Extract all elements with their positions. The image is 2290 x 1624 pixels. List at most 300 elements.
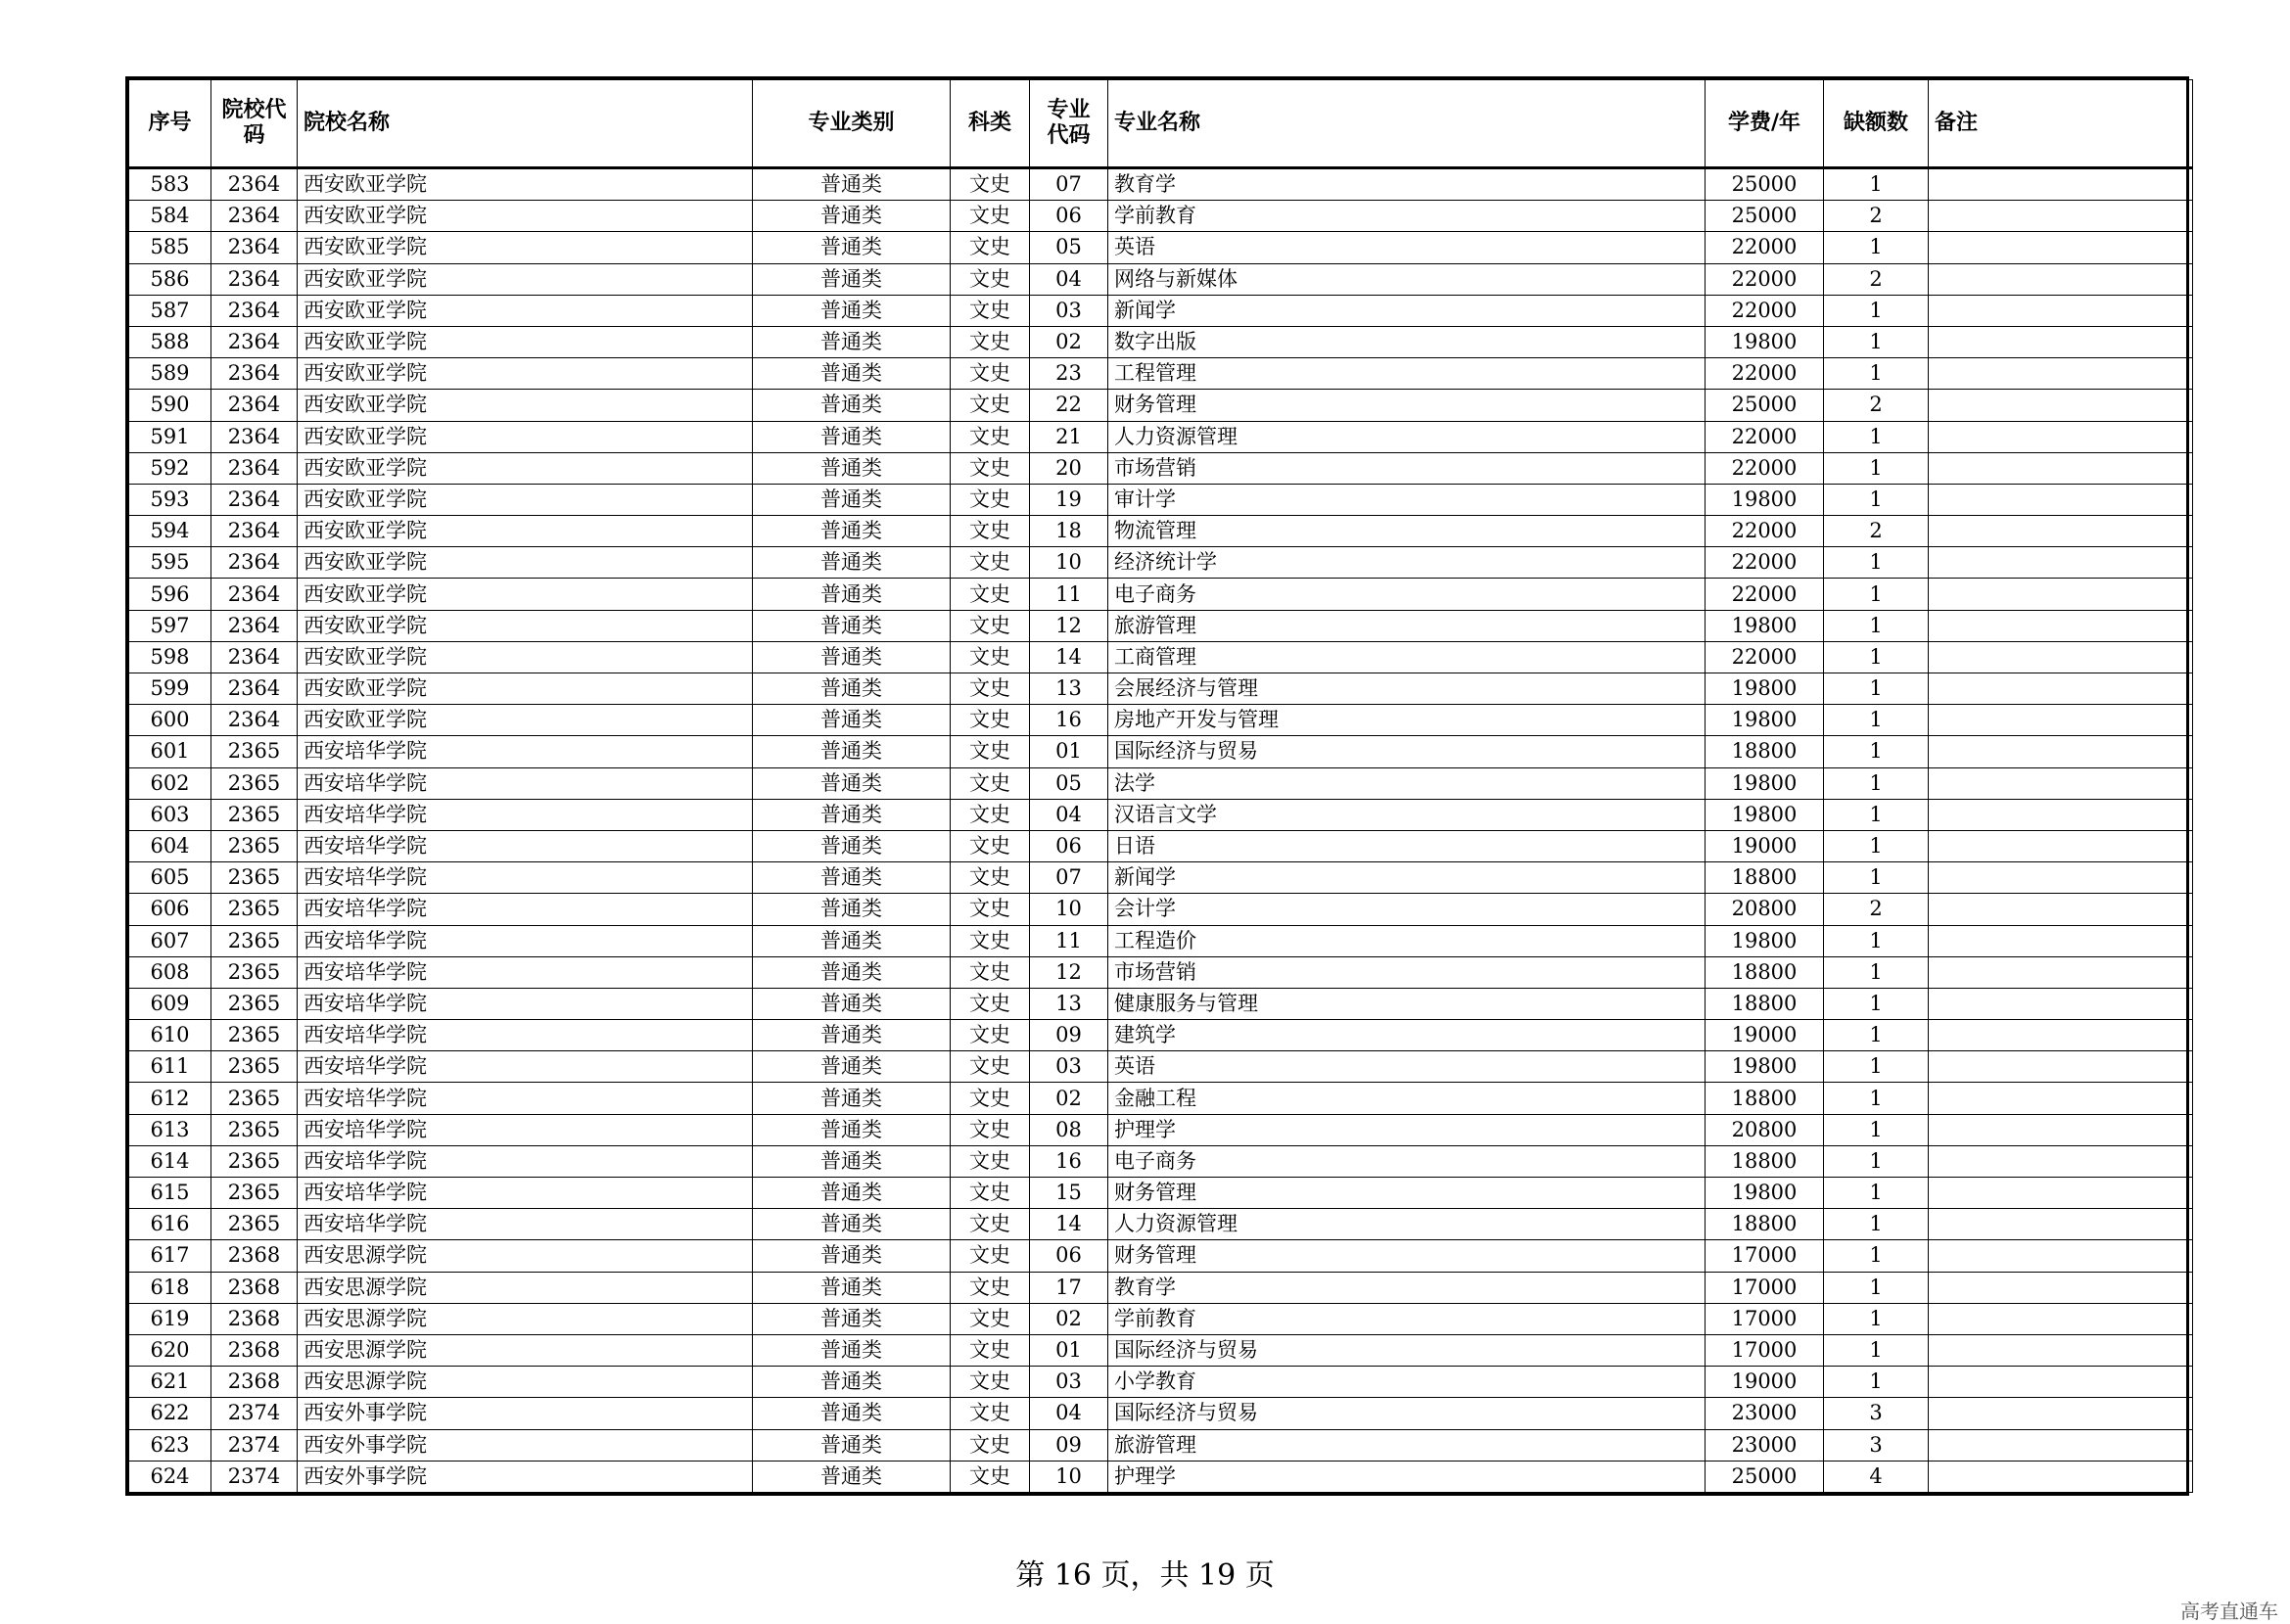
- cell-category: 普通类: [753, 358, 951, 390]
- cell-subject: 文史: [951, 201, 1030, 232]
- cell-major-name: 国际经济与贸易: [1108, 1398, 1706, 1429]
- header-subject: 科类: [951, 80, 1030, 168]
- cell-school-name: 西安欧亚学院: [298, 516, 753, 547]
- cell-major-code: 13: [1030, 988, 1108, 1019]
- table-row: [129, 452, 2193, 484]
- cell-tuition: 20800: [1706, 1114, 1824, 1145]
- cell-note: [1929, 925, 2193, 956]
- cell-major-name: 护理学: [1108, 1461, 1706, 1492]
- cell-school-name: 西安培华学院: [298, 894, 753, 925]
- cell-major-code: 03: [1030, 1051, 1108, 1083]
- cell-subject: 文史: [951, 390, 1030, 421]
- cell-tuition: 19800: [1706, 767, 1824, 799]
- cell-major-name: 健康服务与管理: [1108, 988, 1706, 1019]
- cell-subject: 文史: [951, 1272, 1030, 1303]
- cell-school-code: 2364: [211, 673, 298, 705]
- cell-seq: 624: [129, 1461, 211, 1492]
- cell-school-code: 2364: [211, 516, 298, 547]
- cell-subject: 文史: [951, 988, 1030, 1019]
- cell-seq: 591: [129, 421, 211, 452]
- header-major-name: 专业名称: [1108, 80, 1706, 168]
- cell-major-name: 旅游管理: [1108, 610, 1706, 641]
- cell-tuition: 19800: [1706, 1178, 1824, 1209]
- table-row: [129, 547, 2193, 579]
- cell-major-code: 03: [1030, 1367, 1108, 1398]
- cell-category: 普通类: [753, 830, 951, 861]
- table-row: [129, 894, 2193, 925]
- cell-major-code: 04: [1030, 1398, 1108, 1429]
- cell-school-name: 西安外事学院: [298, 1429, 753, 1461]
- cell-major-code: 02: [1030, 326, 1108, 357]
- cell-school-name: 西安培华学院: [298, 1114, 753, 1145]
- cell-tuition: 22000: [1706, 358, 1824, 390]
- cell-major-code: 02: [1030, 1083, 1108, 1114]
- cell-note: [1929, 956, 2193, 988]
- cell-major-name: 教育学: [1108, 168, 1706, 201]
- cell-category: 普通类: [753, 1429, 951, 1461]
- table-row: [129, 1051, 2193, 1083]
- cell-category: 普通类: [753, 1020, 951, 1051]
- cell-seq: 622: [129, 1398, 211, 1429]
- cell-subject: 文史: [951, 579, 1030, 610]
- table-row: [129, 390, 2193, 421]
- cell-subject: 文史: [951, 1367, 1030, 1398]
- cell-seq: 613: [129, 1114, 211, 1145]
- table-body: [129, 168, 2193, 1493]
- cell-major-code: 03: [1030, 295, 1108, 326]
- cell-vacancy: 1: [1824, 1240, 1929, 1272]
- cell-major-name: 房地产开发与管理: [1108, 705, 1706, 736]
- cell-category: 普通类: [753, 232, 951, 263]
- cell-major-code: 20: [1030, 452, 1108, 484]
- header-major-code-line2: 代码: [1047, 123, 1091, 148]
- cell-note: [1929, 326, 2193, 357]
- cell-school-code: 2374: [211, 1398, 298, 1429]
- cell-category: 普通类: [753, 1145, 951, 1177]
- table-row: [129, 1272, 2193, 1303]
- cell-school-code: 2368: [211, 1272, 298, 1303]
- cell-tuition: 22000: [1706, 547, 1824, 579]
- cell-seq: 603: [129, 799, 211, 830]
- cell-seq: 616: [129, 1209, 211, 1240]
- cell-school-name: 西安培华学院: [298, 862, 753, 894]
- table-row: [129, 1020, 2193, 1051]
- cell-note: [1929, 736, 2193, 767]
- cell-note: [1929, 1083, 2193, 1114]
- cell-tuition: 23000: [1706, 1429, 1824, 1461]
- cell-category: 普通类: [753, 1272, 951, 1303]
- cell-note: [1929, 1020, 2193, 1051]
- cell-seq: 609: [129, 988, 211, 1019]
- cell-subject: 文史: [951, 862, 1030, 894]
- cell-vacancy: 1: [1824, 295, 1929, 326]
- table-row: [129, 1178, 2193, 1209]
- cell-note: [1929, 358, 2193, 390]
- table-row: [129, 1334, 2193, 1366]
- cell-seq: 619: [129, 1303, 211, 1334]
- cell-school-code: 2368: [211, 1303, 298, 1334]
- cell-school-code: 2364: [211, 484, 298, 515]
- cell-major-code: 11: [1030, 925, 1108, 956]
- cell-major-name: 新闻学: [1108, 862, 1706, 894]
- cell-school-name: 西安培华学院: [298, 830, 753, 861]
- cell-school-name: 西安培华学院: [298, 767, 753, 799]
- cell-vacancy: 1: [1824, 767, 1929, 799]
- cell-major-code: 22: [1030, 390, 1108, 421]
- cell-major-code: 04: [1030, 263, 1108, 295]
- cell-school-code: 2365: [211, 862, 298, 894]
- cell-major-code: 21: [1030, 421, 1108, 452]
- cell-subject: 文史: [951, 1145, 1030, 1177]
- cell-tuition: 18800: [1706, 956, 1824, 988]
- cell-category: 普通类: [753, 484, 951, 515]
- table-row: [129, 862, 2193, 894]
- cell-major-name: 护理学: [1108, 1114, 1706, 1145]
- cell-note: [1929, 579, 2193, 610]
- cell-note: [1929, 201, 2193, 232]
- cell-category: 普通类: [753, 516, 951, 547]
- cell-subject: 文史: [951, 1178, 1030, 1209]
- cell-subject: 文史: [951, 925, 1030, 956]
- cell-major-name: 汉语言文学: [1108, 799, 1706, 830]
- cell-vacancy: 3: [1824, 1398, 1929, 1429]
- table-row: [129, 673, 2193, 705]
- cell-school-name: 西安欧亚学院: [298, 358, 753, 390]
- cell-tuition: 19000: [1706, 1020, 1824, 1051]
- cell-seq: 599: [129, 673, 211, 705]
- cell-vacancy: 1: [1824, 956, 1929, 988]
- cell-seq: 618: [129, 1272, 211, 1303]
- table-row: [129, 1303, 2193, 1334]
- cell-major-name: 人力资源管理: [1108, 1209, 1706, 1240]
- cell-category: 普通类: [753, 1083, 951, 1114]
- cell-subject: 文史: [951, 295, 1030, 326]
- cell-school-name: 西安思源学院: [298, 1367, 753, 1398]
- cell-major-code: 02: [1030, 1303, 1108, 1334]
- cell-major-code: 15: [1030, 1178, 1108, 1209]
- cell-tuition: 25000: [1706, 201, 1824, 232]
- cell-school-code: 2365: [211, 830, 298, 861]
- cell-tuition: 20800: [1706, 894, 1824, 925]
- cell-school-code: 2365: [211, 799, 298, 830]
- cell-school-code: 2374: [211, 1461, 298, 1492]
- cell-major-name: 电子商务: [1108, 579, 1706, 610]
- table-row: [129, 799, 2193, 830]
- cell-major-code: 10: [1030, 1461, 1108, 1492]
- cell-school-name: 西安思源学院: [298, 1334, 753, 1366]
- cell-vacancy: 2: [1824, 390, 1929, 421]
- cell-seq: 601: [129, 736, 211, 767]
- cell-category: 普通类: [753, 988, 951, 1019]
- cell-note: [1929, 610, 2193, 641]
- cell-seq: 595: [129, 547, 211, 579]
- cell-vacancy: 4: [1824, 1461, 1929, 1492]
- cell-note: [1929, 830, 2193, 861]
- cell-seq: 590: [129, 390, 211, 421]
- cell-school-code: 2364: [211, 295, 298, 326]
- cell-tuition: 19800: [1706, 705, 1824, 736]
- cell-school-name: 西安欧亚学院: [298, 484, 753, 515]
- cell-vacancy: 1: [1824, 673, 1929, 705]
- cell-tuition: 18800: [1706, 1083, 1824, 1114]
- cell-subject: 文史: [951, 1334, 1030, 1366]
- cell-subject: 文史: [951, 516, 1030, 547]
- cell-category: 普通类: [753, 862, 951, 894]
- cell-school-name: 西安培华学院: [298, 799, 753, 830]
- cell-category: 普通类: [753, 705, 951, 736]
- cell-tuition: 18800: [1706, 862, 1824, 894]
- cell-major-code: 16: [1030, 705, 1108, 736]
- cell-subject: 文史: [951, 894, 1030, 925]
- cell-tuition: 18800: [1706, 1145, 1824, 1177]
- cell-note: [1929, 1429, 2193, 1461]
- cell-school-code: 2364: [211, 705, 298, 736]
- cell-school-name: 西安培华学院: [298, 1178, 753, 1209]
- table-row: [129, 830, 2193, 861]
- cell-major-code: 01: [1030, 736, 1108, 767]
- header-school-code-line2: 码: [243, 123, 265, 148]
- cell-vacancy: 1: [1824, 1334, 1929, 1366]
- cell-school-code: 2365: [211, 1209, 298, 1240]
- cell-subject: 文史: [951, 1398, 1030, 1429]
- cell-vacancy: 1: [1824, 358, 1929, 390]
- cell-major-code: 16: [1030, 1145, 1108, 1177]
- cell-school-code: 2365: [211, 736, 298, 767]
- cell-major-code: 09: [1030, 1429, 1108, 1461]
- cell-note: [1929, 516, 2193, 547]
- cell-school-name: 西安思源学院: [298, 1303, 753, 1334]
- cell-subject: 文史: [951, 168, 1030, 201]
- cell-major-name: 国际经济与贸易: [1108, 1334, 1706, 1366]
- cell-vacancy: 1: [1824, 705, 1929, 736]
- cell-major-code: 14: [1030, 641, 1108, 673]
- cell-tuition: 17000: [1706, 1334, 1824, 1366]
- cell-note: [1929, 1272, 2193, 1303]
- cell-major-name: 日语: [1108, 830, 1706, 861]
- table-row: [129, 736, 2193, 767]
- cell-tuition: 19800: [1706, 326, 1824, 357]
- cell-subject: 文史: [951, 641, 1030, 673]
- cell-major-name: 会展经济与管理: [1108, 673, 1706, 705]
- cell-school-code: 2365: [211, 956, 298, 988]
- admission-table-container: [125, 76, 2189, 1496]
- cell-tuition: 19000: [1706, 830, 1824, 861]
- cell-major-code: 09: [1030, 1020, 1108, 1051]
- cell-seq: 600: [129, 705, 211, 736]
- cell-seq: 588: [129, 326, 211, 357]
- table-row: [129, 956, 2193, 988]
- header-vacancy: 缺额数: [1824, 80, 1929, 168]
- cell-school-name: 西安欧亚学院: [298, 295, 753, 326]
- cell-major-code: 07: [1030, 168, 1108, 201]
- cell-school-code: 2364: [211, 201, 298, 232]
- cell-subject: 文史: [951, 326, 1030, 357]
- table-row: [129, 767, 2193, 799]
- cell-seq: 614: [129, 1145, 211, 1177]
- table-row: [129, 358, 2193, 390]
- table-row: [129, 1367, 2193, 1398]
- cell-seq: 617: [129, 1240, 211, 1272]
- cell-category: 普通类: [753, 610, 951, 641]
- cell-note: [1929, 1240, 2193, 1272]
- cell-note: [1929, 1334, 2193, 1366]
- cell-major-name: 学前教育: [1108, 201, 1706, 232]
- cell-seq: 610: [129, 1020, 211, 1051]
- cell-vacancy: 2: [1824, 516, 1929, 547]
- cell-note: [1929, 894, 2193, 925]
- table-row: [129, 201, 2193, 232]
- table-row: [129, 1114, 2193, 1145]
- cell-note: [1929, 1178, 2193, 1209]
- cell-major-name: 网络与新媒体: [1108, 263, 1706, 295]
- cell-note: [1929, 232, 2193, 263]
- cell-tuition: 19000: [1706, 1367, 1824, 1398]
- cell-major-name: 市场营销: [1108, 956, 1706, 988]
- cell-major-code: 12: [1030, 610, 1108, 641]
- cell-note: [1929, 1303, 2193, 1334]
- header-school-code-line1: 院校代: [221, 98, 287, 122]
- cell-school-code: 2364: [211, 579, 298, 610]
- cell-category: 普通类: [753, 1209, 951, 1240]
- cell-major-code: 12: [1030, 956, 1108, 988]
- cell-note: [1929, 641, 2193, 673]
- cell-major-code: 06: [1030, 830, 1108, 861]
- cell-subject: 文史: [951, 1461, 1030, 1492]
- cell-major-name: 法学: [1108, 767, 1706, 799]
- cell-school-name: 西安培华学院: [298, 1145, 753, 1177]
- cell-note: [1929, 390, 2193, 421]
- cell-major-name: 财务管理: [1108, 1178, 1706, 1209]
- cell-vacancy: 1: [1824, 452, 1929, 484]
- cell-school-code: 2364: [211, 326, 298, 357]
- cell-vacancy: 1: [1824, 736, 1929, 767]
- vacancy-table: [128, 79, 2193, 1493]
- cell-vacancy: 2: [1824, 263, 1929, 295]
- cell-vacancy: 1: [1824, 1145, 1929, 1177]
- table-row: [129, 579, 2193, 610]
- cell-seq: 612: [129, 1083, 211, 1114]
- cell-major-code: 05: [1030, 232, 1108, 263]
- cell-major-code: 19: [1030, 484, 1108, 515]
- cell-category: 普通类: [753, 1051, 951, 1083]
- cell-tuition: 19800: [1706, 1051, 1824, 1083]
- table-row: [129, 484, 2193, 515]
- cell-tuition: 22000: [1706, 579, 1824, 610]
- cell-vacancy: 1: [1824, 326, 1929, 357]
- table-row: [129, 641, 2193, 673]
- cell-school-name: 西安欧亚学院: [298, 326, 753, 357]
- cell-note: [1929, 1367, 2193, 1398]
- cell-major-name: 旅游管理: [1108, 1429, 1706, 1461]
- cell-category: 普通类: [753, 326, 951, 357]
- cell-school-code: 2364: [211, 168, 298, 201]
- cell-school-code: 2364: [211, 421, 298, 452]
- cell-seq: 585: [129, 232, 211, 263]
- cell-tuition: 22000: [1706, 641, 1824, 673]
- cell-subject: 文史: [951, 452, 1030, 484]
- header-seq: 序号: [129, 80, 211, 168]
- cell-school-name: 西安欧亚学院: [298, 390, 753, 421]
- cell-vacancy: 1: [1824, 579, 1929, 610]
- cell-school-code: 2365: [211, 1083, 298, 1114]
- cell-category: 普通类: [753, 1334, 951, 1366]
- cell-seq: 587: [129, 295, 211, 326]
- cell-subject: 文史: [951, 1429, 1030, 1461]
- cell-school-name: 西安欧亚学院: [298, 547, 753, 579]
- cell-tuition: 17000: [1706, 1240, 1824, 1272]
- cell-seq: 605: [129, 862, 211, 894]
- table-row: [129, 1461, 2193, 1492]
- table-row: [129, 1145, 2193, 1177]
- cell-category: 普通类: [753, 168, 951, 201]
- cell-vacancy: 1: [1824, 925, 1929, 956]
- cell-subject: 文史: [951, 1303, 1030, 1334]
- cell-major-name: 金融工程: [1108, 1083, 1706, 1114]
- cell-note: [1929, 1398, 2193, 1429]
- cell-tuition: 17000: [1706, 1272, 1824, 1303]
- cell-school-code: 2365: [211, 988, 298, 1019]
- cell-subject: 文史: [951, 1020, 1030, 1051]
- cell-note: [1929, 295, 2193, 326]
- cell-subject: 文史: [951, 1209, 1030, 1240]
- cell-school-name: 西安欧亚学院: [298, 263, 753, 295]
- cell-note: [1929, 1209, 2193, 1240]
- header-row: [129, 80, 2193, 168]
- cell-school-name: 西安培华学院: [298, 1051, 753, 1083]
- cell-school-code: 2365: [211, 1020, 298, 1051]
- table-row: [129, 1429, 2193, 1461]
- cell-major-name: 英语: [1108, 232, 1706, 263]
- cell-tuition: 19800: [1706, 484, 1824, 515]
- cell-seq: 604: [129, 830, 211, 861]
- cell-category: 普通类: [753, 767, 951, 799]
- cell-vacancy: 1: [1824, 610, 1929, 641]
- cell-category: 普通类: [753, 263, 951, 295]
- cell-subject: 文史: [951, 232, 1030, 263]
- cell-school-name: 西安欧亚学院: [298, 168, 753, 201]
- cell-major-name: 教育学: [1108, 1272, 1706, 1303]
- cell-note: [1929, 484, 2193, 515]
- cell-vacancy: 1: [1824, 168, 1929, 201]
- cell-school-code: 2365: [211, 1114, 298, 1145]
- cell-school-code: 2365: [211, 767, 298, 799]
- cell-school-code: 2364: [211, 232, 298, 263]
- cell-school-code: 2368: [211, 1240, 298, 1272]
- cell-seq: 594: [129, 516, 211, 547]
- cell-school-name: 西安欧亚学院: [298, 452, 753, 484]
- cell-tuition: 22000: [1706, 295, 1824, 326]
- cell-subject: 文史: [951, 1051, 1030, 1083]
- cell-school-code: 2368: [211, 1334, 298, 1366]
- cell-major-code: 04: [1030, 799, 1108, 830]
- table-row: [129, 925, 2193, 956]
- cell-major-code: 14: [1030, 1209, 1108, 1240]
- cell-vacancy: 2: [1824, 894, 1929, 925]
- cell-vacancy: 1: [1824, 641, 1929, 673]
- cell-seq: 592: [129, 452, 211, 484]
- cell-major-code: 07: [1030, 862, 1108, 894]
- cell-tuition: 25000: [1706, 168, 1824, 201]
- table-row: [129, 1240, 2193, 1272]
- cell-tuition: 22000: [1706, 452, 1824, 484]
- cell-vacancy: 1: [1824, 1083, 1929, 1114]
- cell-school-name: 西安思源学院: [298, 1272, 753, 1303]
- cell-major-name: 财务管理: [1108, 1240, 1706, 1272]
- table-row: [129, 516, 2193, 547]
- cell-note: [1929, 547, 2193, 579]
- cell-subject: 文史: [951, 547, 1030, 579]
- cell-school-name: 西安欧亚学院: [298, 232, 753, 263]
